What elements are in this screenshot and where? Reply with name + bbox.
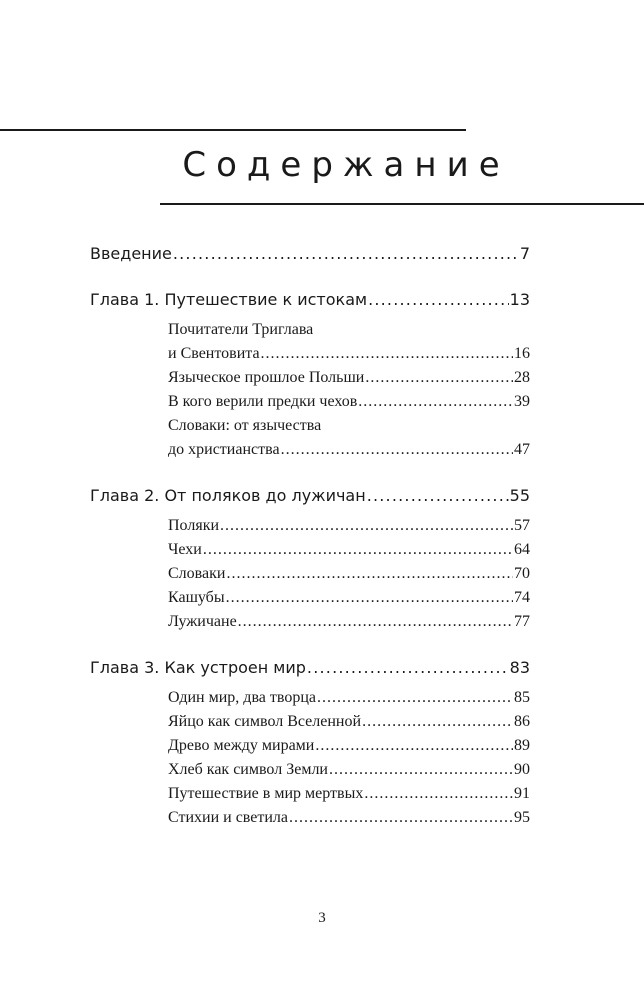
toc-label: Древо между мирами bbox=[168, 737, 315, 754]
dot-leader bbox=[364, 782, 513, 806]
toc-subentry[interactable] bbox=[168, 734, 530, 758]
dot-leader bbox=[362, 710, 513, 734]
toc-entry-chapter1[interactable] bbox=[90, 288, 530, 312]
toc-label: Глава 1. Путешествие к истокам bbox=[90, 290, 368, 309]
toc-subentry[interactable] bbox=[168, 710, 530, 734]
toc-label: Яйцо как символ Вселенной bbox=[168, 713, 362, 730]
dot-leader bbox=[289, 806, 513, 830]
toc-subentry[interactable] bbox=[168, 514, 530, 538]
toc-label: Введение bbox=[90, 244, 172, 263]
toc-entry-chapter2[interactable] bbox=[90, 484, 530, 508]
dot-leader bbox=[317, 686, 513, 710]
toc-subentry[interactable] bbox=[168, 414, 530, 462]
toc-entry-chapter3[interactable] bbox=[90, 656, 530, 680]
toc-label: Глава 3. Как устроен мир bbox=[90, 658, 306, 677]
toc-page: 95 bbox=[514, 809, 530, 826]
table-of-contents bbox=[90, 242, 530, 830]
dot-leader bbox=[173, 242, 519, 266]
toc-label: Стихии и светила bbox=[168, 809, 289, 826]
toc-page: 57 bbox=[514, 517, 530, 534]
toc-subentry[interactable] bbox=[168, 806, 530, 830]
toc-label: Поляки bbox=[168, 517, 220, 534]
toc-label: Один мир, два творца bbox=[168, 689, 316, 706]
toc-entry-intro[interactable] bbox=[90, 242, 530, 266]
dot-leader bbox=[226, 586, 513, 610]
page-number: 3 bbox=[318, 910, 326, 926]
toc-subentry[interactable] bbox=[168, 366, 530, 390]
dot-leader bbox=[365, 366, 513, 390]
toc-page: 55 bbox=[509, 486, 530, 505]
toc-page: 74 bbox=[514, 589, 530, 606]
dot-leader bbox=[307, 656, 509, 680]
dot-leader bbox=[367, 484, 509, 508]
dot-leader bbox=[368, 288, 509, 312]
toc-label: Глава 2. От поляков до лужичан bbox=[90, 486, 366, 505]
toc-label: и Свентовита bbox=[168, 345, 260, 362]
toc-label: Лужичане bbox=[168, 613, 237, 630]
toc-label: Чехи bbox=[168, 541, 202, 558]
dot-leader bbox=[220, 514, 513, 538]
toc-label-line1: Почитатели Триглава bbox=[168, 321, 314, 338]
toc-subentry[interactable] bbox=[168, 586, 530, 610]
toc-page: 90 bbox=[514, 761, 530, 778]
dot-leader bbox=[315, 734, 513, 758]
toc-label: Словаки bbox=[168, 565, 226, 582]
toc-page: 85 bbox=[514, 689, 530, 706]
page-title: Содержание bbox=[182, 145, 510, 185]
toc-page: 83 bbox=[509, 658, 530, 677]
toc-page: 89 bbox=[514, 737, 530, 754]
toc-subentry[interactable] bbox=[168, 782, 530, 806]
top-rule bbox=[0, 129, 466, 131]
bottom-rule bbox=[160, 203, 644, 205]
dot-leader bbox=[358, 390, 513, 414]
toc-label: Языческое прошлое Польши bbox=[168, 369, 365, 386]
toc-label: В кого верили предки чехов bbox=[168, 393, 358, 410]
toc-label: Путешествие в мир мертвых bbox=[168, 785, 364, 802]
toc-page: 91 bbox=[514, 785, 530, 802]
dot-leader bbox=[203, 538, 513, 562]
toc-subentry[interactable] bbox=[168, 610, 530, 634]
dot-leader bbox=[329, 758, 513, 782]
toc-page: 16 bbox=[514, 345, 530, 362]
toc-page: 13 bbox=[509, 290, 530, 309]
toc-subentry[interactable] bbox=[168, 538, 530, 562]
toc-page: 7 bbox=[519, 244, 530, 263]
toc-subentry[interactable] bbox=[168, 390, 530, 414]
toc-page: 28 bbox=[514, 369, 530, 386]
toc-label: до христианства bbox=[168, 441, 280, 458]
toc-subentry[interactable] bbox=[168, 562, 530, 586]
toc-label-line1: Словаки: от язычества bbox=[168, 417, 322, 434]
toc-page: 64 bbox=[514, 541, 530, 558]
dot-leader bbox=[226, 562, 513, 586]
toc-subentry[interactable] bbox=[168, 758, 530, 782]
dot-leader bbox=[281, 438, 513, 462]
toc-label: Кашубы bbox=[168, 589, 225, 606]
toc-subentry[interactable] bbox=[168, 318, 530, 366]
toc-page: 47 bbox=[514, 441, 530, 458]
dot-leader bbox=[238, 610, 513, 634]
toc-page: 77 bbox=[514, 613, 530, 630]
toc-page: 39 bbox=[514, 393, 530, 410]
toc-label: Хлеб как символ Земли bbox=[168, 761, 328, 778]
dot-leader bbox=[261, 342, 513, 366]
toc-page: 70 bbox=[514, 565, 530, 582]
toc-subentry[interactable] bbox=[168, 686, 530, 710]
toc-page: 86 bbox=[514, 713, 530, 730]
